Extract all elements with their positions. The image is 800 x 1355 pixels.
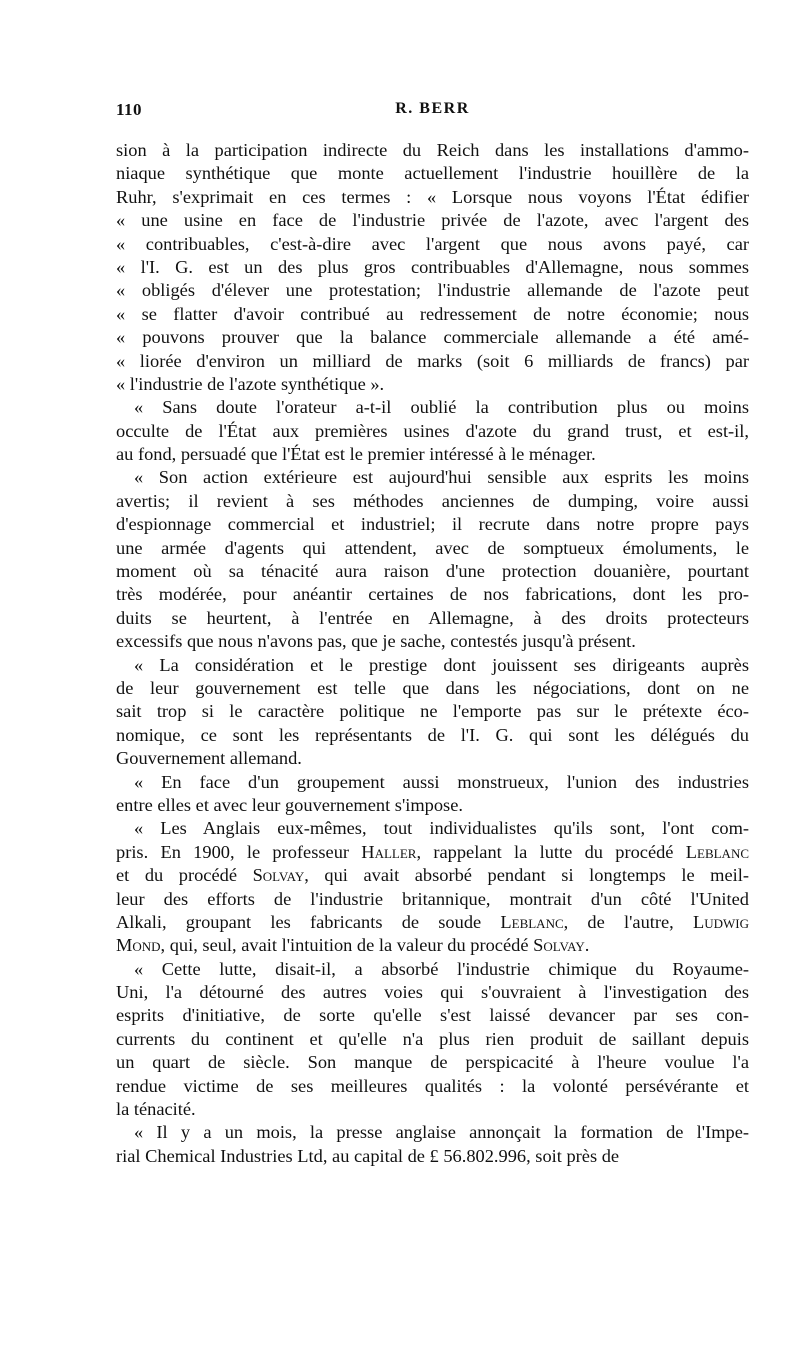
text-line: « Il y a un mois, la presse anglaise annonçait la formation de l'Impe-: [134, 1122, 749, 1143]
text-line: Alkali, groupant les fabricants de soude Leblanc, de l'autre, Ludwig: [116, 911, 749, 932]
text-line: Gouvernement allemand.: [116, 748, 302, 769]
text-line: niaque synthétique que monte actuellement l'industrie houillère de la: [116, 163, 749, 184]
text-line: Uni, l'a détourné des autres voies qui s'ouvraient à l'investigation des: [116, 982, 749, 1003]
text-line: « Son action extérieure est aujourd'hui sensible aux esprits les moins: [134, 467, 749, 488]
text-line: un quart de siècle. Son manque de perspicacité à l'heure voulue l'a: [116, 1052, 749, 1073]
text-line: « Cette lutte, disait-il, a absorbé l'industrie chimique du Royaume-: [134, 958, 749, 979]
text-line: « contribuables, c'est-à-dire avec l'argent que nous avons payé, car: [116, 233, 749, 254]
text-line: occulte de l'État aux premières usines d'azote du grand trust, et est-il,: [116, 420, 749, 441]
text-line: « l'I. G. est un des plus gros contribuables d'Allemagne, nous sommes: [116, 256, 749, 277]
running-head: R. BERR: [395, 100, 470, 117]
text-line: « une usine en face de l'industrie privée de l'azote, avec l'argent des: [116, 210, 749, 231]
paragraph: [116, 958, 749, 1122]
paragraph: [116, 1121, 749, 1168]
text-line: au fond, persuadé que l'État est le premier intéressé à le ménager.: [116, 444, 596, 465]
text-line: « Les Anglais eux-mêmes, tout individualistes qu'ils sont, l'ont com-: [134, 818, 749, 839]
text-line: la ténacité.: [116, 1099, 196, 1120]
text-line: pris. En 1900, le professeur Haller, rappelant la lutte du procédé Leblanc: [116, 841, 749, 862]
text-line: leur des efforts de l'industrie britannique, montrait d'un côté l'United: [116, 888, 749, 909]
paragraph: [116, 139, 749, 396]
text-line: « liorée d'environ un milliard de marks (soit 6 milliards de francs) par: [116, 350, 749, 371]
text-line: « Sans doute l'orateur a-t-il oublié la contribution plus ou moins: [134, 397, 749, 418]
text-line: sion à la participation indirecte du Reich dans les installations d'ammo-: [116, 140, 749, 160]
text-line: rial Chemical Industries Ltd, au capital de £ 56.802.996, soit près de: [116, 1145, 620, 1166]
paragraph: [116, 771, 749, 818]
text-line: « l'industrie de l'azote synthétique ».: [116, 373, 385, 394]
text-line: esprits d'initiative, de sorte qu'elle s'est laissé devancer par ses con-: [116, 1005, 749, 1026]
text-line: sait trop si le caractère politique ne l'emporte pas sur le prétexte éco-: [116, 701, 749, 722]
text-line: « En face d'un groupement aussi monstrueux, l'union des industries: [134, 771, 749, 792]
paragraph: [116, 654, 749, 771]
text-line: Mond, qui, seul, avait l'intuition de la valeur du procédé Solvay.: [116, 935, 590, 956]
body-text: [116, 139, 749, 1168]
text-line: une armée d'agents qui attendent, avec de somptueux émoluments, le: [116, 537, 749, 558]
text-line: « pouvons prouver que la balance commerciale allemande a été amé-: [116, 327, 749, 348]
text-line: currents du continent et qu'elle n'a plus rien produit de saillant depuis: [116, 1028, 749, 1049]
text-line: excessifs que nous n'avons pas, que je sache, contestés jusqu'à présent.: [116, 631, 636, 652]
text-line: Ruhr, s'exprimait en ces termes : « Lorsque nous voyons l'État édifier: [116, 186, 749, 207]
text-line: « La considération et le prestige dont jouissent ses dirigeants auprès: [134, 654, 749, 675]
text-line: « obligés d'élever une protestation; l'industrie allemande de l'azote peut: [116, 280, 749, 301]
text-line: de leur gouvernement est telle que dans les négociations, dont on ne: [116, 677, 749, 698]
paragraph: [116, 466, 749, 653]
paragraph: [116, 396, 749, 466]
text-line: très modérée, pour anéantir certaines de nos fabrications, dont les pro-: [116, 584, 749, 605]
text-line: et du procédé Solvay, qui avait absorbé pendant si longtemps le meil-: [116, 865, 749, 886]
page-number: 110: [116, 100, 143, 119]
paragraph: [116, 817, 749, 957]
text-line: rendue victime de ses meilleures qualités : la volonté persévérante et: [116, 1075, 749, 1096]
text-line: moment où sa ténacité aura raison d'une protection douanière, pourtant: [116, 561, 749, 582]
text-line: nomique, ce sont les représentants de l'I. G. qui sont les délégués du: [116, 724, 749, 745]
text-line: « se flatter d'avoir contribué au redressement de notre économie; nous: [116, 303, 749, 324]
text-line: avertis; il revient à ses méthodes anciennes de dumping, voire aussi: [116, 490, 749, 511]
text-line: d'espionnage commercial et industriel; il recrute dans notre propre pays: [116, 514, 749, 535]
text-line: entre elles et avec leur gouvernement s'impose.: [116, 794, 463, 815]
text-line: duits se heurtent, à l'entrée en Allemagne, à des droits protecteurs: [116, 607, 749, 628]
page-header: [116, 100, 749, 124]
